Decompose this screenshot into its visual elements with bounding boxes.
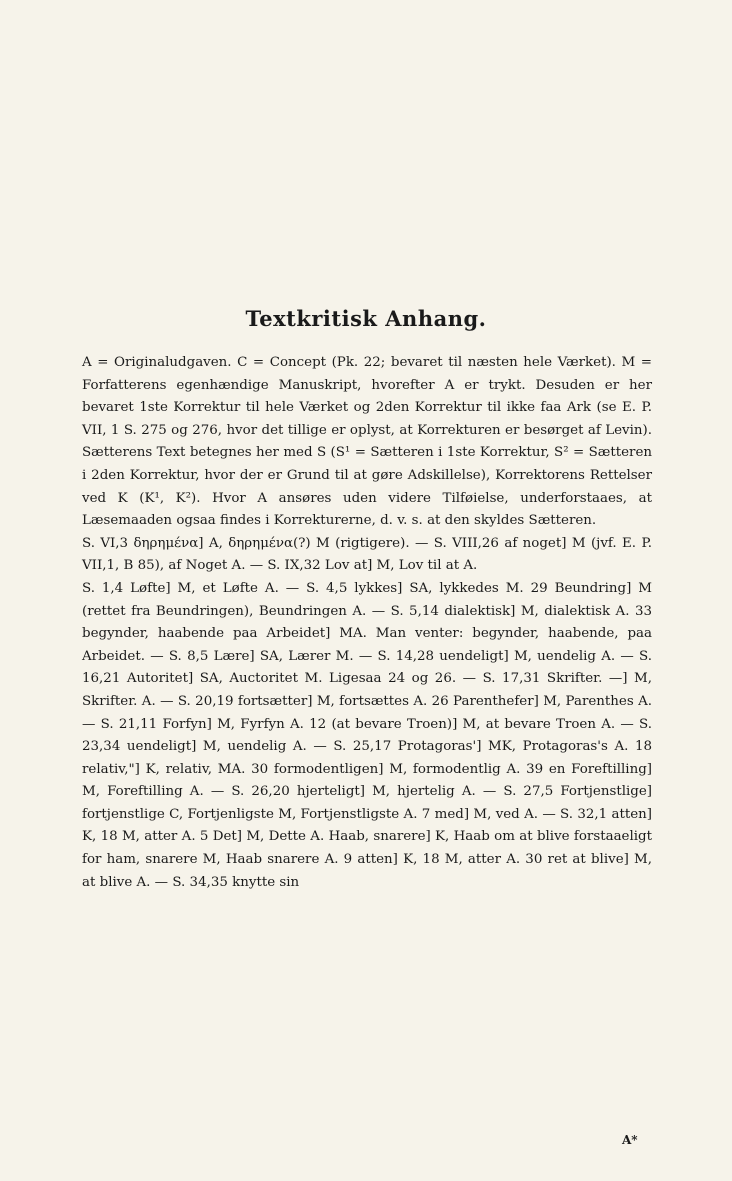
paragraph-text-notes: S. 1,4 Løfte] M, et Løfte A. — S. 4,5 lykkes] SA, lykkedes M. 29 Beundring] M (rettet fra Beundringen), Beundringen A. — S. 5,14 dialektisk] M, dialektisk A. 33 begynder, haabende paa Arbeidet] MA. Man venter: begynder, haabende, paa Arbeidet. — S. 8,5 Lære] SA, Lærer M. — S. 14,28 uendeligt] M, uendelig A. — S. 16,21 Autoritet] SA, Auctoritet M. Ligesaa 24 og 26. — S. 17,31 Skrifter. —] M, Skrifter. A. — S. 20,19 fortsætter] M, fortsættes A. 26 Parenthefer] M, Parenthes A. — S. 21,11 Forfyn] M, Fyrfyn A. 12 (at bevare Troen)] M, at bevare Troen A. — S. 23,34 uendeligt] M, uendelig A. — S. 25,17 Protagoras'] MK, Protagoras's A. 18 relativ,"] K, relativ, MA. 30 formodentligen] M, formodentlig A. 39 en Foreftilling] M, Foreftilling A. — S. 26,20 hjerteligt] M, hjertelig A. — S. 27,5 Fortjenstlige] fortjenstlige C, Fortjenligste M, Fortjenstligste A. 7 med] M, ved A. — S. 32,1 atten] K, 18 M, atter A. 5 Det] M, Dette A. Haab, snarere] K, Haab om at blive forstaaeligt for ham, snarere M, Haab snarere A. 9 atten] K, 18 M, atter A. 30 ret at blive] M, at blive A. — S. 34,35 knytte sin: [82, 580, 652, 890]
text-block: [82, 352, 652, 894]
page-title: Textkritisk Anhang.: [245, 306, 487, 331]
paragraph-intro: A = Originaludgaven. C = Concept (Pk. 22; bevaret til næsten hele Værket). M = Forfatterens egenhændige Manuskript, hvorefter A er trykt. Desuden er her bevaret 1ste Korrektur til hele Værket og 2den Korrektur til ikke faa Ark (se E. P. VII, 1 S. 275 og 276, hvor det tillige er oplyst, at Korrekturen er besørget af Levin). Sætterens Text betegnes her med S (S¹ = Sætteren i 1ste Korrektur, S² = Sætteren i 2den Korrektur, hvor der er Grund til at gøre Adskillelse), Korrektorens Rettelser ved K (K¹, K²). Hvor A ansøres uden videre Tilføielse, underforstaaes, at Læsemaaden ogsaa findes i Korrekturerne, d. v. s. at den skyldes Sætteren.: [82, 355, 652, 529]
signature-mark: A*: [622, 1133, 638, 1147]
paragraph-preface-notes: S. VI,3 δηρημένα] A, δηρημένα(?) M (rigtigere). — S. VIII,26 af noget] M (jvf. E. P. VII,1, B 85), af Noget A. — S. IX,32 Lov at] M, Lov til at A.: [82, 535, 652, 574]
